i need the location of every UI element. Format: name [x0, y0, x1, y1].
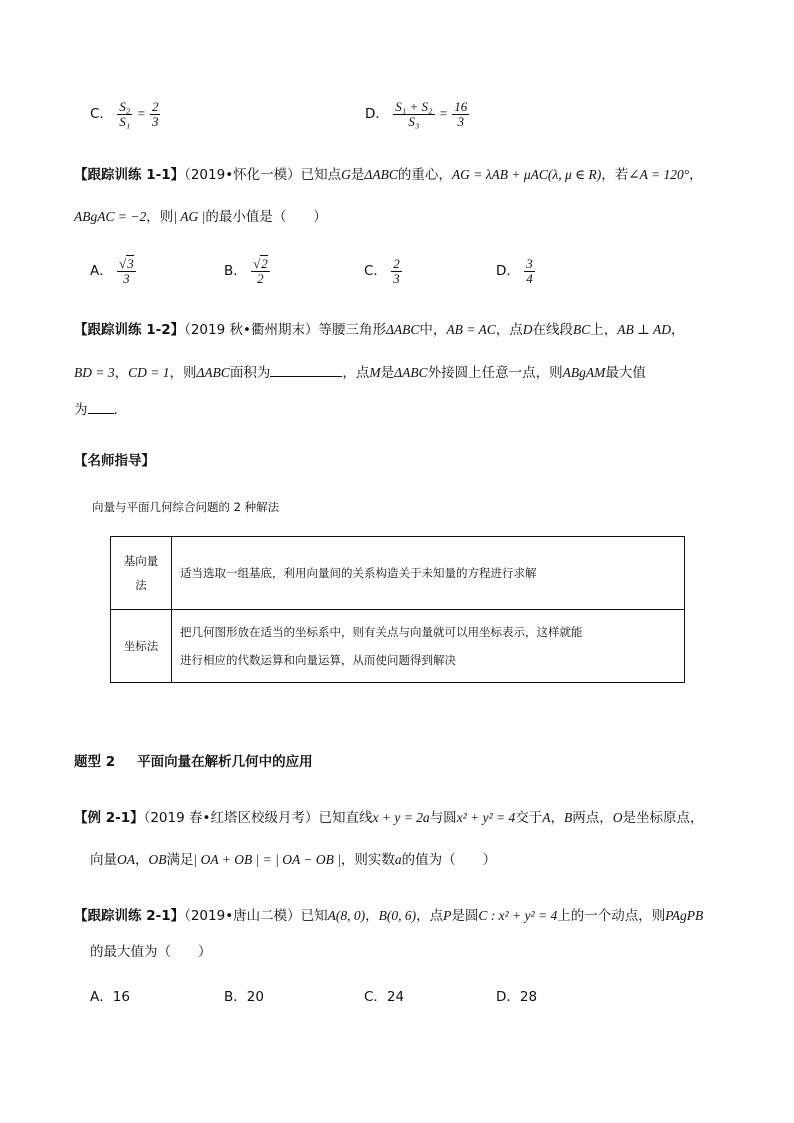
exercise-1-2-line2: BD = 3，CD = 1，则ΔABC面积为 ，点M是ΔABC外接圆上任意一点，则ABgAM最大值	[74, 365, 646, 381]
guide-row-head: 基向量 法	[111, 537, 172, 610]
exercise-2-1-option-b: B．20	[224, 989, 264, 1005]
guide-row-head: 坐标法	[111, 610, 172, 683]
guide-row-coordinate	[111, 610, 685, 683]
exercise-1-1-line2: ABgAC = −2，则| AG |的最小值是（ ）	[74, 209, 327, 225]
guide-row-content: 适当选取一组基底，利用向量间的关系构造关于未知量的方程进行求解	[172, 537, 685, 610]
option-d: D． $\frac{\text{S₁ + S₂}}{\text{S₃}}$ = $\frac{16}{3}$	[365, 99, 468, 129]
guide-intro: 向量与平面几何综合问题的 2 种解法	[92, 500, 280, 514]
section-2-title: 题型 2 平面向量在解析几何中的应用	[74, 754, 313, 770]
guide-row-basis	[111, 537, 685, 610]
exercise-2-1-line2: 的最大值为（ ）	[90, 944, 212, 960]
guide-table	[110, 536, 685, 683]
guide-heading: 【名师指导】	[74, 453, 155, 469]
answer-blank-area	[270, 376, 342, 377]
exercise-1-1-option-d: D． $\frac{3}{4}$	[496, 256, 533, 286]
exercise-1-1-option-c: C． $\frac{2}{3}$	[364, 256, 400, 286]
exercise-2-1-option-c: C．24	[364, 989, 405, 1005]
example-2-1-line1: 【例 2-1】（2019 春•红塔区校级月考）已知直线x + y = 2a与圆x² + y² = 4交于A，B两点，O是坐标原点，	[74, 810, 704, 826]
exercise-1-2-line1: 【跟踪训练 1-2】（2019 秋•衢州期末）等腰三角形ΔABC中，AB = AC，点D在线段BC上，AB ⊥ AD，	[74, 322, 685, 338]
option-c: C． $\frac{\text{S₂}}{\text{S₁}}$ = $\frac{2}{3}$	[90, 99, 159, 129]
guide-row-content: 把几何图形放在适当的坐标系中，则有关点与向量就可以用坐标表示，这样就能 进行相应的代数运算和向量运算，从而使问题得到解决	[172, 610, 685, 683]
exercise-1-1-option-b: B． $\frac{√2}{2}$	[224, 256, 268, 286]
example-2-1-line2: 向量OA，OB满足| OA + OB | = | OA − OB |，则实数a的值为（ ）	[90, 852, 497, 868]
exercise-2-1-line1: 【跟踪训练 2-1】（2019•唐山二模）已知A(8, 0)，B(0, 6)，点P是圆C : x² + y² = 4上的一个动点，则PAgPB	[74, 908, 704, 924]
exercise-1-1-option-a: A． $\frac{√3}{3}$	[90, 256, 134, 286]
exercise-2-1-option-a: A．16	[90, 989, 130, 1005]
exercise-2-1-option-d: D．28	[496, 989, 538, 1005]
exercise-1-1-line1: 【跟踪训练 1-1】（2019•怀化一模）已知点G是ΔABC的重心，AG = λAB + μAC(λ, μ ∈ R)，若∠A = 120°，	[74, 167, 703, 183]
answer-blank-max	[88, 413, 114, 414]
exercise-1-2-line3: 为 ．	[74, 402, 127, 418]
